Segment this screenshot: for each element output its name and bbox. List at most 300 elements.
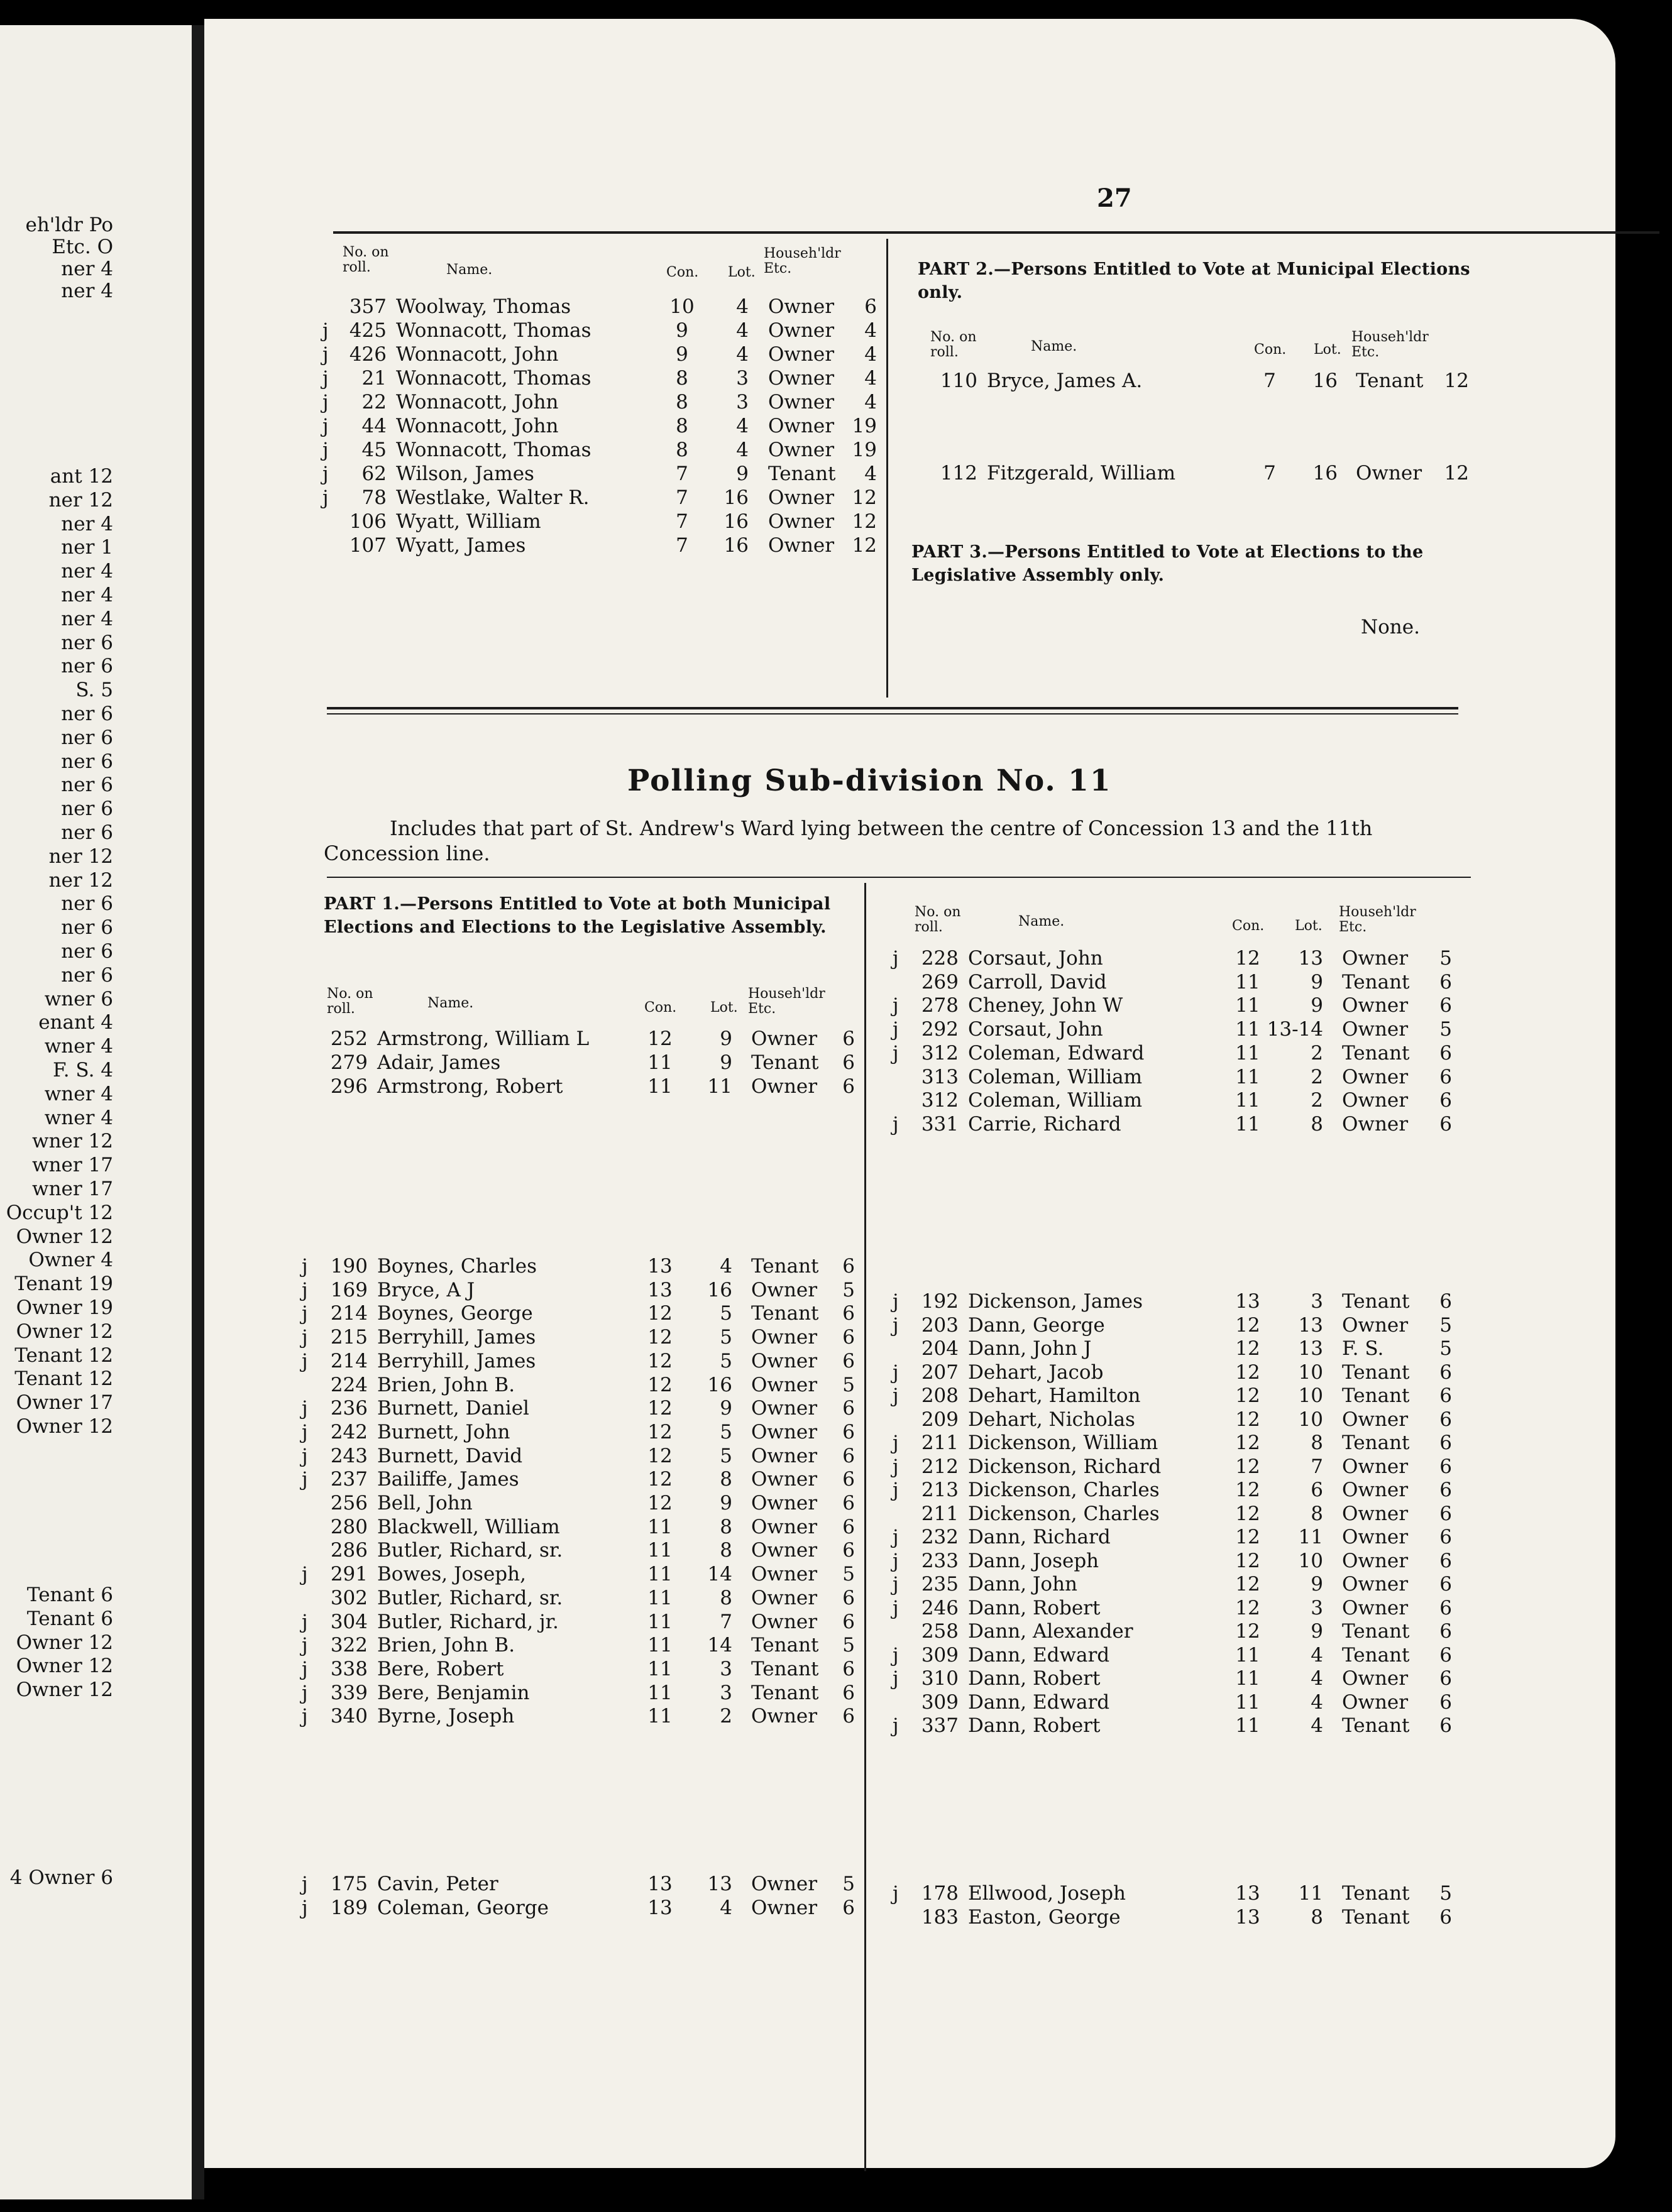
voter-con: 12 (1235, 947, 1260, 970)
voter-hh: Tenant (751, 1255, 819, 1278)
left-page-fragment-line: ner 6 (61, 892, 113, 916)
voter-po: 6 (842, 1539, 855, 1562)
voter-con: 12 (1235, 1573, 1260, 1596)
voter-po: 6 (842, 1896, 855, 1919)
voter-name: Cheney, John W (968, 994, 1123, 1017)
left-page-fragment-line: eh'ldr Po (25, 214, 113, 236)
voter-no: 215 (330, 1326, 368, 1349)
voter-no: 22 (361, 391, 387, 413)
voter-no: 337 (921, 1714, 959, 1737)
voter-hh: Owner (1342, 1479, 1409, 1501)
voter-no: 296 (330, 1075, 368, 1098)
voter-j: j (322, 367, 329, 390)
voter-no: 235 (921, 1573, 959, 1596)
voter-hh: Owner (751, 1349, 818, 1372)
voter-con: 7 (676, 463, 688, 485)
voter-lot: 9 (720, 1397, 732, 1420)
voter-hh: Tenant (751, 1634, 819, 1657)
voter-hh: Owner (1342, 1112, 1409, 1136)
voter-name: Dehart, Jacob (968, 1361, 1104, 1384)
part1-header-name: Name. (427, 995, 474, 1011)
voter-name: Blackwell, William (377, 1515, 560, 1538)
voter-hh: Owner (751, 1610, 818, 1633)
voter-name: Dickenson, Charles (968, 1479, 1160, 1501)
voter-hh: Owner (751, 1539, 818, 1562)
voter-lot: 4 (736, 343, 749, 366)
left-page-fragment-line: Tenant 6 (26, 1584, 113, 1606)
voter-po: 6 (842, 1586, 855, 1609)
voter-name: Fitzgerald, William (987, 462, 1176, 485)
voter-no: 212 (921, 1455, 959, 1478)
voter-no: 203 (921, 1313, 959, 1337)
voter-con: 13 (1235, 1905, 1260, 1929)
voter-lot: 3 (720, 1681, 732, 1704)
voter-con: 12 (1235, 1596, 1260, 1619)
voter-j: j (322, 463, 329, 485)
voter-po: 12 (852, 486, 877, 509)
voter-po: 6 (842, 1326, 855, 1349)
left-page-fragment-line: Owner 12 (16, 1415, 113, 1438)
voter-lot: 16 (723, 510, 749, 533)
voter-con: 12 (647, 1492, 673, 1514)
voter-lot: 4 (1311, 1714, 1323, 1737)
voter-j: j (302, 1326, 308, 1349)
left-page-fragment-line: wner 17 (32, 1154, 113, 1177)
voter-no: 243 (330, 1444, 368, 1467)
voter-con: 7 (676, 534, 688, 557)
voter-po: 4 (864, 343, 877, 366)
voter-lot: 4 (720, 1896, 732, 1919)
part1-header-con: Con. (644, 1000, 677, 1016)
voter-con: 13 (647, 1255, 673, 1278)
voter-po: 6 (1439, 1361, 1452, 1384)
voter-name: Dickenson, James (968, 1290, 1143, 1313)
voter-j: j (302, 1349, 308, 1372)
voter-j: j (893, 1714, 899, 1737)
left-page-fragment-line: ner 4 (61, 560, 113, 583)
voter-lot: 4 (1311, 1690, 1323, 1714)
voter-no: 426 (349, 343, 387, 366)
voter-con: 12 (1235, 1502, 1260, 1525)
right-header-lot: Lot. (1295, 918, 1323, 934)
voter-po: 6 (842, 1657, 855, 1680)
voter-j: j (322, 391, 329, 413)
voter-no: 169 (330, 1278, 368, 1301)
voter-name: Dann, Robert (968, 1667, 1101, 1690)
voter-po: 6 (842, 1349, 855, 1372)
voter-lot: 9 (736, 463, 749, 485)
voter-hh: Owner (1342, 1526, 1409, 1548)
voter-j: j (893, 1384, 899, 1407)
left-page-fragment-line: ner 6 (61, 750, 113, 773)
voter-po: 12 (1444, 462, 1469, 485)
left-page-fragment-line: Owner 12 (16, 1678, 113, 1702)
voter-con: 8 (676, 391, 688, 413)
voter-con: 12 (647, 1444, 673, 1467)
voter-con: 12 (647, 1326, 673, 1349)
voter-po: 6 (1439, 1526, 1452, 1548)
voter-hh: F. S. (1342, 1337, 1384, 1360)
voter-no: 357 (349, 295, 387, 318)
left-page-fragment-line: ner 6 (61, 963, 113, 987)
voter-name: Dann, George (968, 1313, 1105, 1337)
voter-po: 6 (1439, 994, 1452, 1017)
right-header-no: No. on roll. (915, 904, 961, 935)
voter-hh: Owner (768, 486, 835, 509)
header-lot: Lot. (728, 265, 756, 280)
voter-no: 21 (361, 367, 387, 390)
header-con: Con. (666, 265, 699, 280)
voter-po: 19 (852, 415, 877, 437)
voter-no: 183 (921, 1905, 959, 1929)
voter-no: 302 (330, 1586, 368, 1609)
voter-j: j (302, 1610, 308, 1633)
voter-no: 207 (921, 1361, 959, 1384)
part1-header-householder: Househ'ldr Etc. (748, 986, 825, 1017)
voter-no: 214 (330, 1349, 368, 1372)
voter-con: 11 (1235, 1643, 1260, 1667)
voter-po: 4 (864, 367, 877, 390)
part2-header-lot: Lot. (1314, 342, 1341, 358)
voter-no: 310 (921, 1667, 959, 1690)
header-no-on-roll: No. on roll. (343, 244, 389, 275)
voter-no: 190 (330, 1255, 368, 1278)
voter-hh: Owner (1342, 1408, 1409, 1431)
voter-hh: Owner (751, 1873, 818, 1895)
header-name: Name. (446, 262, 493, 278)
voter-con: 13 (1235, 1882, 1260, 1905)
voter-name: Dann, Alexander (968, 1620, 1133, 1643)
voter-con: 11 (1235, 1112, 1260, 1136)
voter-hh: Owner (751, 1027, 818, 1050)
voter-lot: 3 (1311, 1290, 1323, 1313)
voter-j: j (893, 1549, 899, 1572)
voter-no: 278 (921, 994, 959, 1017)
voter-lot: 5 (720, 1326, 732, 1349)
voter-j: j (302, 1896, 308, 1919)
voter-hh: Tenant (1342, 1361, 1410, 1384)
voter-hh: Owner (751, 1373, 818, 1396)
voter-lot: 16 (707, 1373, 732, 1396)
voter-con: 12 (1235, 1432, 1260, 1454)
voter-hh: Tenant (1342, 1620, 1410, 1643)
voter-j: j (302, 1705, 308, 1728)
voter-lot: 2 (1311, 1089, 1323, 1112)
voter-name: Wonnacott, Thomas (396, 319, 591, 342)
voter-hh: Tenant (1342, 1714, 1410, 1737)
left-page-fragment-line: wner 4 (44, 1035, 113, 1058)
voter-lot: 9 (1311, 970, 1323, 994)
voter-name: Bere, Robert (377, 1657, 504, 1680)
voter-no: 309 (921, 1643, 959, 1667)
voter-po: 6 (1439, 1573, 1452, 1596)
left-page-fragment-line: ant 12 (50, 465, 113, 488)
left-page-fragment-line: wner 17 (32, 1178, 113, 1200)
left-page-fragment-line: wner 6 (44, 987, 113, 1010)
left-page-fragment-line: ner 6 (61, 774, 113, 797)
voter-name: Woolway, Thomas (396, 295, 571, 318)
voter-name: Bryce, A J (377, 1278, 475, 1301)
voter-hh: Owner (768, 319, 835, 342)
voter-no: 312 (921, 1041, 959, 1065)
voter-con: 11 (1235, 1690, 1260, 1714)
voter-no: 312 (921, 1089, 959, 1112)
voter-name: Armstrong, William L (377, 1027, 590, 1050)
left-page-fragment-line: F. S. 4 (53, 1059, 113, 1081)
right-header-householder: Househ'ldr Etc. (1339, 904, 1416, 935)
voter-po: 5 (842, 1634, 855, 1657)
voter-po: 6 (1439, 1089, 1452, 1112)
voter-j: j (302, 1634, 308, 1657)
voter-no: 331 (921, 1112, 959, 1136)
voter-po: 6 (1439, 1112, 1452, 1136)
voter-hh: Owner (1342, 1018, 1409, 1041)
voter-name: Bowes, Joseph, (377, 1563, 526, 1586)
left-page-fragment (0, 25, 192, 2199)
left-page-fragment-line: ner 12 (48, 868, 113, 892)
voter-lot: 16 (1312, 462, 1338, 485)
page-number: 27 (1097, 183, 1132, 213)
voter-con: 9 (676, 343, 688, 366)
voter-con: 11 (1235, 1018, 1260, 1041)
voter-j: j (893, 1455, 899, 1478)
voter-name: Armstrong, Robert (377, 1075, 563, 1098)
voter-lot: 13 (707, 1873, 732, 1895)
voter-no: 339 (330, 1681, 368, 1704)
left-page-fragment-line: S. 5 (75, 679, 113, 702)
voter-name: Bryce, James A. (987, 370, 1143, 392)
part1-title: PART 1.—Persons Entitled to Vote at both Municipal Elections and Elections to the Legislative Assembly. (324, 894, 831, 937)
voter-j: j (302, 1278, 308, 1301)
voter-name: Dann, Robert (968, 1714, 1101, 1737)
voter-po: 5 (1439, 1018, 1452, 1041)
voter-hh: Owner (751, 1468, 818, 1491)
voter-name: Wyatt, James (396, 534, 526, 557)
voter-name: Corsaut, John (968, 947, 1103, 970)
voter-name: Dann, Richard (968, 1526, 1111, 1548)
voter-po: 6 (864, 295, 877, 318)
voter-con: 11 (1235, 970, 1260, 994)
voter-con: 11 (647, 1563, 673, 1586)
voter-no: 107 (349, 534, 387, 557)
voter-no: 175 (330, 1873, 368, 1895)
voter-lot: 14 (707, 1634, 732, 1657)
voter-no: 256 (330, 1492, 368, 1514)
voter-po: 6 (1439, 970, 1452, 994)
voter-name: Cavin, Peter (377, 1873, 498, 1895)
voter-hh: Tenant (751, 1051, 819, 1074)
voter-con: 11 (647, 1051, 673, 1074)
part2-header-householder: Househ'ldr Etc. (1351, 329, 1429, 360)
voter-con: 8 (676, 415, 688, 437)
voter-hh: Tenant (751, 1681, 819, 1704)
voter-con: 12 (1235, 1384, 1260, 1407)
document-page (204, 19, 1615, 2168)
voter-con: 8 (676, 367, 688, 390)
voter-po: 12 (852, 510, 877, 533)
voter-hh: Owner (1356, 462, 1422, 485)
voter-hh: Owner (751, 1397, 818, 1420)
voter-j: j (302, 1397, 308, 1420)
voter-con: 11 (647, 1657, 673, 1680)
voter-po: 6 (842, 1610, 855, 1633)
voter-lot: 8 (1311, 1112, 1323, 1136)
voter-con: 13 (647, 1873, 673, 1895)
voter-hh: Owner (751, 1075, 818, 1098)
voter-po: 6 (842, 1027, 855, 1050)
right-header-name: Name. (1018, 914, 1065, 929)
voter-con: 12 (647, 1302, 673, 1325)
voter-po: 5 (842, 1278, 855, 1301)
voter-j: j (322, 486, 329, 509)
voter-no: 208 (921, 1384, 959, 1407)
voter-lot: 8 (720, 1468, 732, 1491)
voter-j: j (893, 1018, 899, 1041)
voter-con: 7 (676, 486, 688, 509)
left-page-fragment-line: ner 4 (61, 607, 113, 630)
voter-con: 11 (647, 1539, 673, 1562)
voter-name: Bailiffe, James (377, 1468, 519, 1491)
voter-po: 5 (1439, 947, 1452, 970)
voter-name: Dann, Joseph (968, 1549, 1099, 1572)
voter-name: Bere, Benjamin (377, 1681, 530, 1704)
voter-name: Carroll, David (968, 970, 1107, 994)
voter-hh: Owner (768, 391, 835, 413)
voter-con: 12 (1235, 1313, 1260, 1337)
voter-hh: Tenant (1356, 370, 1424, 392)
part3-title: PART 3.—Persons Entitled to Vote at Elections to the Legislative Assembly only. (911, 542, 1424, 585)
voter-name: Dehart, Nicholas (968, 1408, 1135, 1431)
voter-j: j (322, 439, 329, 461)
left-page-fragment-line: ner 6 (61, 821, 113, 844)
voter-po: 6 (1439, 1502, 1452, 1525)
voter-lot: 10 (1298, 1384, 1323, 1407)
voter-lot: 8 (720, 1539, 732, 1562)
voter-po: 6 (842, 1681, 855, 1704)
voter-lot: 8 (1311, 1432, 1323, 1454)
voter-hh: Owner (751, 1444, 818, 1467)
left-page-fragment-line: wner 12 (32, 1130, 113, 1153)
voter-lot: 14 (707, 1563, 732, 1586)
voter-j: j (322, 319, 329, 342)
voter-con: 11 (1235, 1065, 1260, 1088)
header-householder: Househ'ldr Etc. (764, 246, 841, 276)
voter-no: 45 (361, 439, 387, 461)
voter-no: 304 (330, 1610, 368, 1633)
voter-con: 11 (647, 1586, 673, 1609)
voter-lot: 8 (720, 1586, 732, 1609)
voter-lot: 9 (1311, 1573, 1323, 1596)
voter-no: 237 (330, 1468, 368, 1491)
voter-lot: 9 (720, 1027, 732, 1050)
left-page-fragment-line: Owner 12 (16, 1655, 113, 1678)
voter-no: 211 (921, 1432, 959, 1454)
voter-lot: 8 (1311, 1502, 1323, 1525)
voter-hh: Tenant (751, 1302, 819, 1325)
voter-hh: Tenant (1342, 1643, 1410, 1667)
voter-lot: 10 (1298, 1408, 1323, 1431)
voter-name: Ellwood, Joseph (968, 1882, 1126, 1905)
left-page-fragment-line: ner 6 (61, 797, 113, 821)
voter-lot: 13 (1298, 947, 1323, 970)
voter-con: 12 (1235, 1361, 1260, 1384)
voter-no: 291 (330, 1563, 368, 1586)
section-rule (327, 877, 1471, 878)
voter-po: 6 (1439, 1408, 1452, 1431)
voter-con: 12 (647, 1349, 673, 1372)
voter-lot: 2 (720, 1705, 732, 1728)
voter-hh: Owner (1342, 1667, 1409, 1690)
voter-j: j (893, 1112, 899, 1136)
voter-con: 11 (647, 1075, 673, 1098)
left-page-fragment-line: ner 6 (61, 916, 113, 939)
voter-j: j (893, 1573, 899, 1596)
voter-hh: Owner (1342, 1089, 1409, 1112)
voter-hh: Owner (768, 367, 835, 390)
voter-hh: Owner (1342, 1065, 1409, 1088)
voter-hh: Owner (751, 1515, 818, 1538)
subdivision-description: Includes that part of St. Andrew's Ward lying between the centre of Concession 13 and the 11th Concession line. (324, 816, 1373, 865)
voter-po: 6 (842, 1051, 855, 1074)
left-page-fragment-line: ner 6 (61, 631, 113, 654)
voter-no: 228 (921, 947, 959, 970)
voter-name: Coleman, Edward (968, 1041, 1145, 1065)
double-rule-top (327, 707, 1458, 709)
part2-header-name: Name. (1031, 339, 1077, 354)
voter-no: 252 (330, 1027, 368, 1050)
voter-name: Dann, Edward (968, 1643, 1110, 1667)
voter-hh: Owner (1342, 1313, 1409, 1337)
voter-con: 12 (647, 1027, 673, 1050)
part1-header-lot: Lot. (710, 1000, 738, 1016)
voter-hh: Owner (751, 1326, 818, 1349)
voter-name: Wonnacott, Thomas (396, 439, 591, 461)
voter-j: j (302, 1873, 308, 1895)
voter-name: Wonnacott, John (396, 415, 559, 437)
voter-hh: Owner (1342, 1573, 1409, 1596)
left-page-fragment-line: Etc. O (52, 236, 113, 258)
voter-name: Boynes, George (377, 1302, 533, 1325)
voter-po: 6 (842, 1255, 855, 1278)
voter-lot: 5 (720, 1302, 732, 1325)
left-page-fragment-line: ner 6 (61, 726, 113, 749)
voter-lot: 5 (720, 1444, 732, 1467)
voter-name: Wyatt, William (396, 510, 541, 533)
voter-lot: 9 (720, 1051, 732, 1074)
voter-hh: Owner (1342, 1502, 1409, 1525)
voter-name: Wonnacott, John (396, 343, 559, 366)
voter-hh: Tenant (1342, 1290, 1410, 1313)
voter-j: j (893, 1526, 899, 1548)
voter-hh: Owner (1342, 1690, 1409, 1714)
voter-name: Coleman, George (377, 1896, 549, 1919)
voter-lot: 10 (1298, 1361, 1323, 1384)
left-page-fragment-line: Owner 4 (28, 1249, 113, 1272)
left-page-fragment-line: Owner 17 (16, 1391, 113, 1415)
voter-lot: 11 (1298, 1526, 1323, 1548)
voter-name: Dann, Robert (968, 1596, 1101, 1619)
left-page-fragment-line: wner 4 (44, 1082, 113, 1105)
voter-j: j (893, 1479, 899, 1501)
left-page-fragment-line: wner 4 (44, 1106, 113, 1129)
voter-lot: 16 (1312, 370, 1338, 392)
voter-lot: 7 (1311, 1455, 1323, 1478)
left-page-fragment-line: Owner 19 (16, 1296, 113, 1319)
voter-po: 4 (864, 391, 877, 413)
voter-name: Butler, Richard, sr. (377, 1586, 563, 1609)
voter-con: 11 (647, 1681, 673, 1704)
voter-no: 204 (921, 1337, 959, 1360)
